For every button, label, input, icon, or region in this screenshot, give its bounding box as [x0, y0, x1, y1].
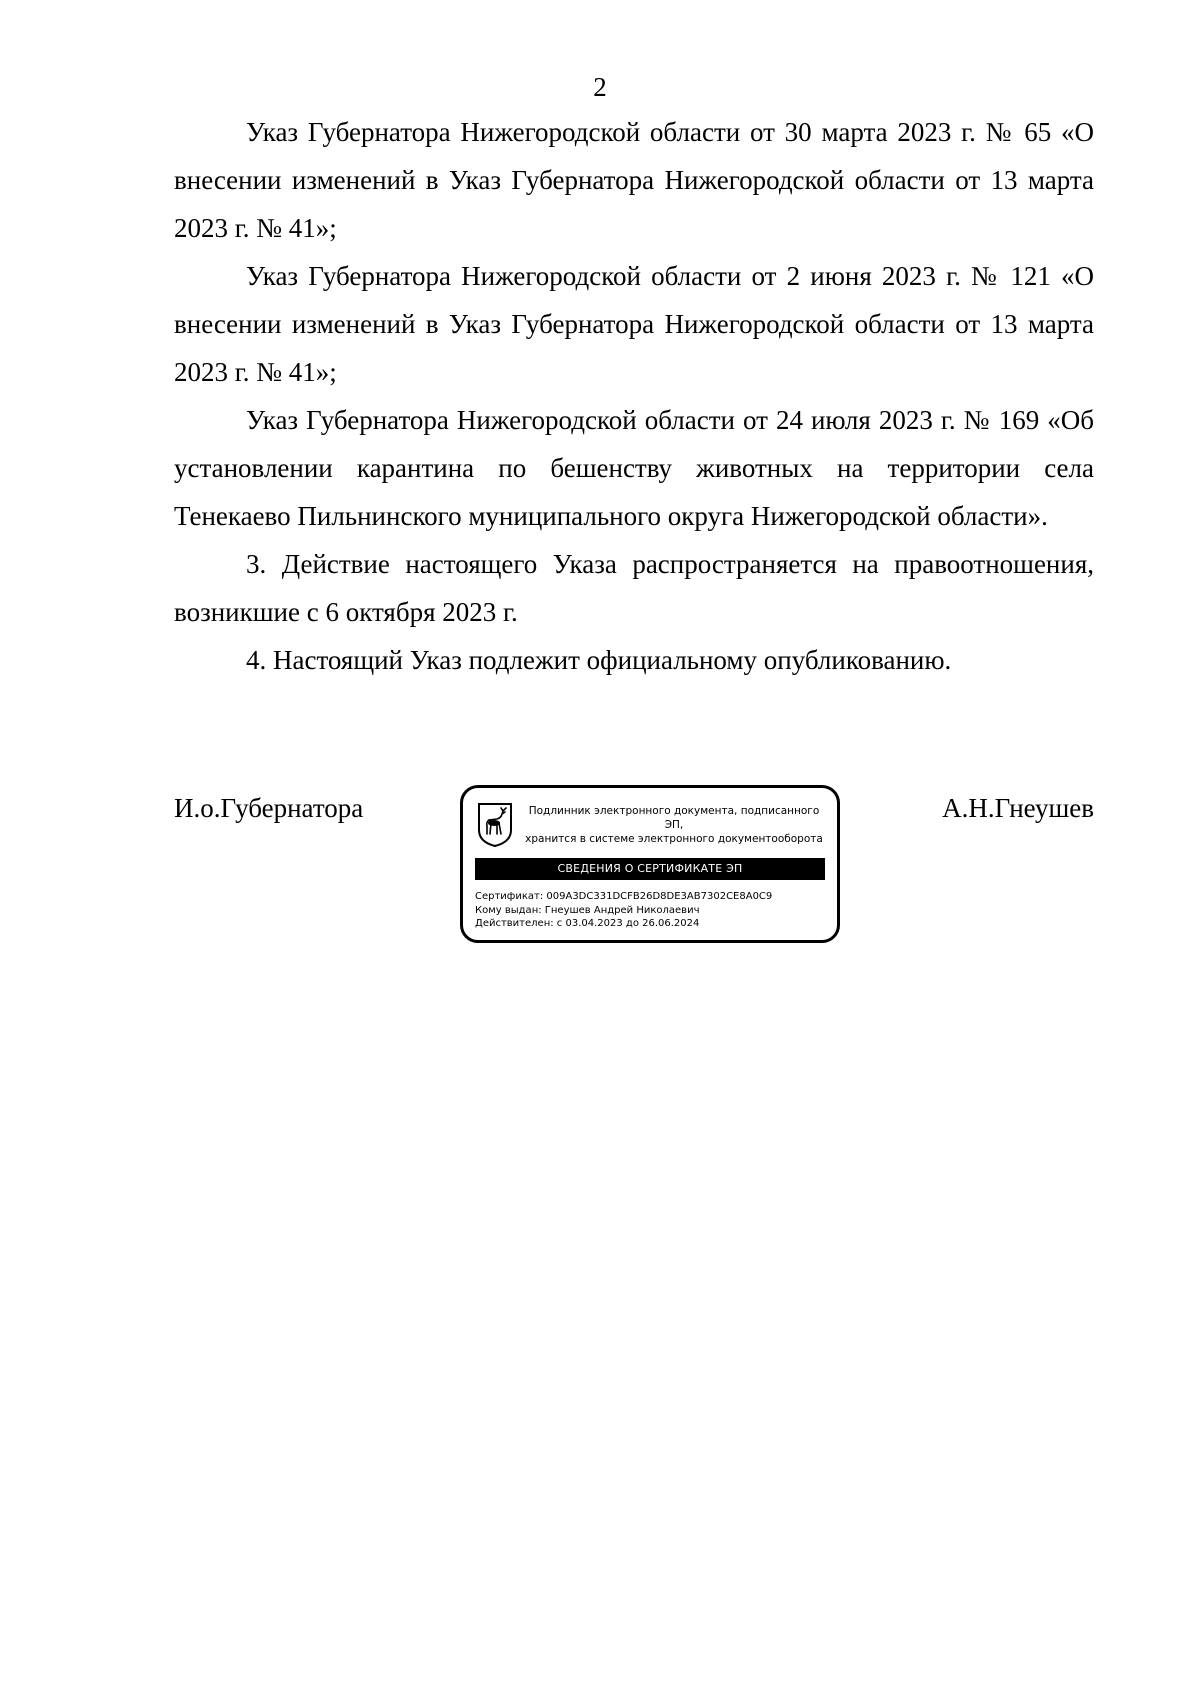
deer-coat-of-arms-icon	[477, 802, 513, 848]
certificate-number: Сертификат: 009A3DC331DCFB26D8DE3AB7302CE8A0C9	[475, 891, 773, 902]
certificate-owner: Кому выдан: Гнеушев Андрей Николаевич	[475, 904, 700, 916]
paragraph-item-3: 3. Действие настоящего Указа распространяется на правоотношения, возникшие с 6 октября 2023 г.	[174, 549, 1094, 627]
stamp-header	[519, 804, 829, 846]
paragraph-decree-121: Указ Губернатора Нижегородской области от 2 июня 2023 г. № 121 «О внесении изменений в Указ Губернатора Нижегородской области от 13 марта 2023 г. № 41»;	[174, 261, 1094, 387]
paragraph-item-4: 4. Настоящий Указ подлежит официальному опубликованию.	[246, 645, 952, 675]
certificate-info-bar: СВЕДЕНИЯ О СЕРТИФИКАТЕ ЭП	[475, 858, 825, 880]
stamp-header-line: хранится в системе электронного документооборота	[525, 833, 823, 845]
certificate-validity: Действителен: с 03.04.2023 до 26.06.2024	[475, 918, 700, 929]
stamp-header-line: Подлинник электронного документа, подписанного ЭП,	[528, 805, 820, 831]
certificate-details	[475, 890, 831, 931]
paragraph-decree-169: Указ Губернатора Нижегородской области от 24 июля 2023 г. № 169 «Об установлении карантина по бешенству животных на территории села Тенекаево Пильнинского муниципального округа Нижегородской области».	[174, 405, 1094, 531]
document-body	[174, 108, 1094, 684]
signer-name: А.Н.Гнеушев	[942, 793, 1094, 823]
electronic-signature-stamp	[460, 785, 840, 943]
page-number: 2	[593, 72, 607, 102]
paragraph-decree-65: Указ Губернатора Нижегородской области от 30 марта 2023 г. № 65 «О внесении изменений в Указ Губернатора Нижегородской области от 13 марта 2023 г. № 41»;	[174, 117, 1094, 243]
signer-title: И.о.Губернатора	[174, 793, 364, 823]
